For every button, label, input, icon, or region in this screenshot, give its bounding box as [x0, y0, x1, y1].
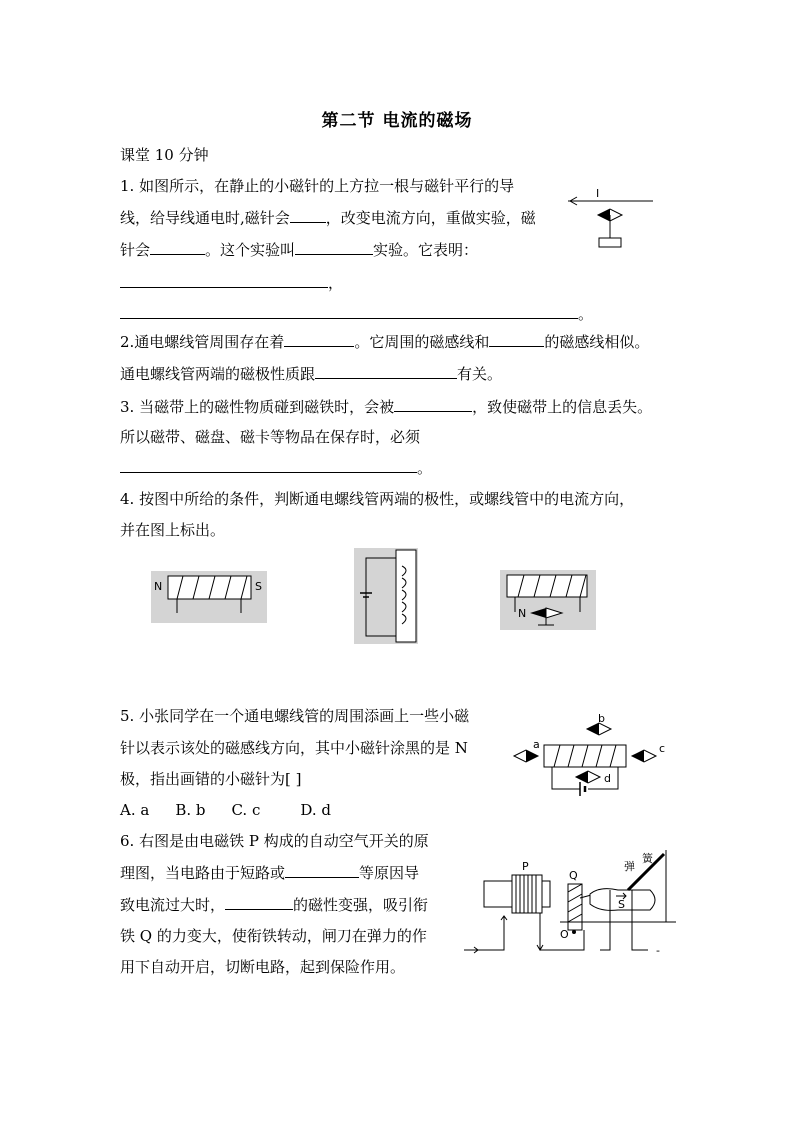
- q1-line1: 1. 如图所示，在静止的小磁针的上方拉一根与磁针平行的导: [120, 177, 515, 195]
- q2-blank-1[interactable]: [284, 331, 354, 347]
- q6-text-3a: 致电流过大时，: [120, 896, 226, 914]
- q6-line4: 铁 Q 的力变大，使衔铁转动，闸刀在弹力的作: [120, 927, 427, 945]
- q2-line2: [120, 363, 502, 384]
- q6-label-spring-2: 簧: [642, 852, 653, 865]
- q6-air-switch-figure: [460, 846, 680, 966]
- q4-line2: 并在图上标出。: [120, 521, 226, 539]
- q1-text-4: ，: [328, 274, 344, 292]
- q6-text-2b: 等原因导: [359, 864, 420, 882]
- q3-blank-1[interactable]: [394, 396, 472, 412]
- q3-text-1b: ，致使磁带上的信息丢失。: [472, 398, 653, 416]
- q6-blank-1[interactable]: [285, 862, 359, 878]
- q4-fig1-right-pole: S: [255, 580, 262, 593]
- q3-line1: [120, 396, 652, 417]
- q2-blank-3[interactable]: [315, 363, 457, 379]
- q3-text-1a: 3. 当磁带上的磁性物质碰到磁铁时，会被: [120, 398, 395, 416]
- q1-line2: [120, 207, 536, 228]
- q5-label-b: b: [598, 712, 605, 725]
- q6-text-3b: 的磁性变强，吸引衔: [293, 896, 429, 914]
- page-title: 第二节 电流的磁场: [321, 111, 473, 131]
- q1-text-2a: 线，给导线通电时,磁针会: [120, 209, 290, 227]
- q5-solenoid-needles-figure: [512, 712, 672, 804]
- q3-text-3: 。: [417, 459, 433, 477]
- q4-solenoid-figure-3: [500, 570, 596, 630]
- q1-line4: [120, 272, 343, 293]
- q1-text-5: 。: [578, 305, 594, 323]
- q2-text-2b: 有关。: [457, 365, 503, 383]
- q5-line3: 极，指出画错的小磁针为[ ]: [120, 770, 302, 788]
- section-subtitle: 课堂 10 分钟: [120, 146, 209, 164]
- q6-line5: 用下自动开启，切断电路，起到保险作用。: [120, 958, 406, 976]
- q6-label-o: O: [560, 928, 569, 941]
- q6-blank-2[interactable]: [225, 894, 293, 910]
- q4-fig3-n-label: N: [518, 607, 527, 620]
- q1-line5: [120, 303, 593, 324]
- q6-line3: [120, 894, 428, 915]
- q2-text-1b: 。它周围的磁感线和: [354, 333, 490, 351]
- q5-label-a: a: [533, 738, 540, 751]
- q1-line3: [120, 239, 478, 260]
- q6-label-minus: -: [656, 944, 660, 957]
- q1-text-2b: ，改变电流方向，重做实验，磁: [325, 209, 536, 227]
- q1-blank-5[interactable]: [120, 303, 578, 319]
- q5-label-c: c: [659, 742, 666, 755]
- q6-label-p: P: [522, 860, 529, 873]
- q3-blank-2[interactable]: [120, 457, 417, 473]
- q6-line1: 6. 右图是由电磁铁 P 构成的自动空气开关的原: [120, 832, 429, 850]
- q5-options: [120, 800, 331, 820]
- q2-line1: [120, 331, 649, 352]
- q4-solenoid-figure-1: [151, 571, 267, 623]
- q6-text-2a: 理图，当电路由于短路或: [120, 864, 286, 882]
- q4-fig1-left-pole: N: [154, 580, 163, 593]
- q5-line1: 5. 小张同学在一个通电螺线管的周围添画上一些小磁: [120, 707, 470, 725]
- q6-label-s: S: [618, 898, 625, 911]
- q1-blank-4[interactable]: [120, 272, 328, 288]
- q6-line2: [120, 862, 419, 883]
- q1-text-3a: 针会: [120, 241, 151, 259]
- q5-option-a[interactable]: A. a: [120, 801, 150, 819]
- q1-blank-2[interactable]: [150, 239, 205, 255]
- q4-line1: 4. 按图中所给的条件，判断通电螺线管两端的极性，或螺线管中的电流方向，: [120, 490, 635, 508]
- q6-label-spring-1: 弹: [624, 860, 635, 873]
- q3-line2: 所以磁带、磁盘、磁卡等物品在保存时，必须: [120, 428, 421, 446]
- q5-label-d: d: [604, 772, 611, 785]
- q1-wire-needle-figure: [560, 180, 660, 250]
- q5-option-c[interactable]: C. c: [231, 801, 261, 819]
- q1-blank-1[interactable]: [290, 207, 326, 223]
- q2-text-1c: 的磁感线相似。: [544, 333, 650, 351]
- q1-text-3c: 实验。它表明：: [373, 241, 479, 259]
- q2-blank-2[interactable]: [489, 331, 544, 347]
- q6-label-q: Q: [569, 869, 578, 882]
- q1-current-label: I: [596, 187, 600, 200]
- q1-blank-3[interactable]: [295, 239, 373, 255]
- q5-option-d[interactable]: D. d: [300, 801, 332, 819]
- q5-option-b[interactable]: B. b: [175, 801, 206, 819]
- q4-solenoid-figure-2: [354, 548, 418, 644]
- q2-text-2a: 通电螺线管两端的磁极性质跟: [120, 365, 316, 383]
- q3-line3: [120, 457, 432, 478]
- q2-text-1a: 2.通电螺线管周围存在着: [120, 333, 285, 351]
- q1-text-3b: 。这个实验叫: [205, 241, 296, 259]
- q5-line2: 针以表示该处的磁感线方向，其中小磁针涂黑的是 N: [120, 739, 468, 757]
